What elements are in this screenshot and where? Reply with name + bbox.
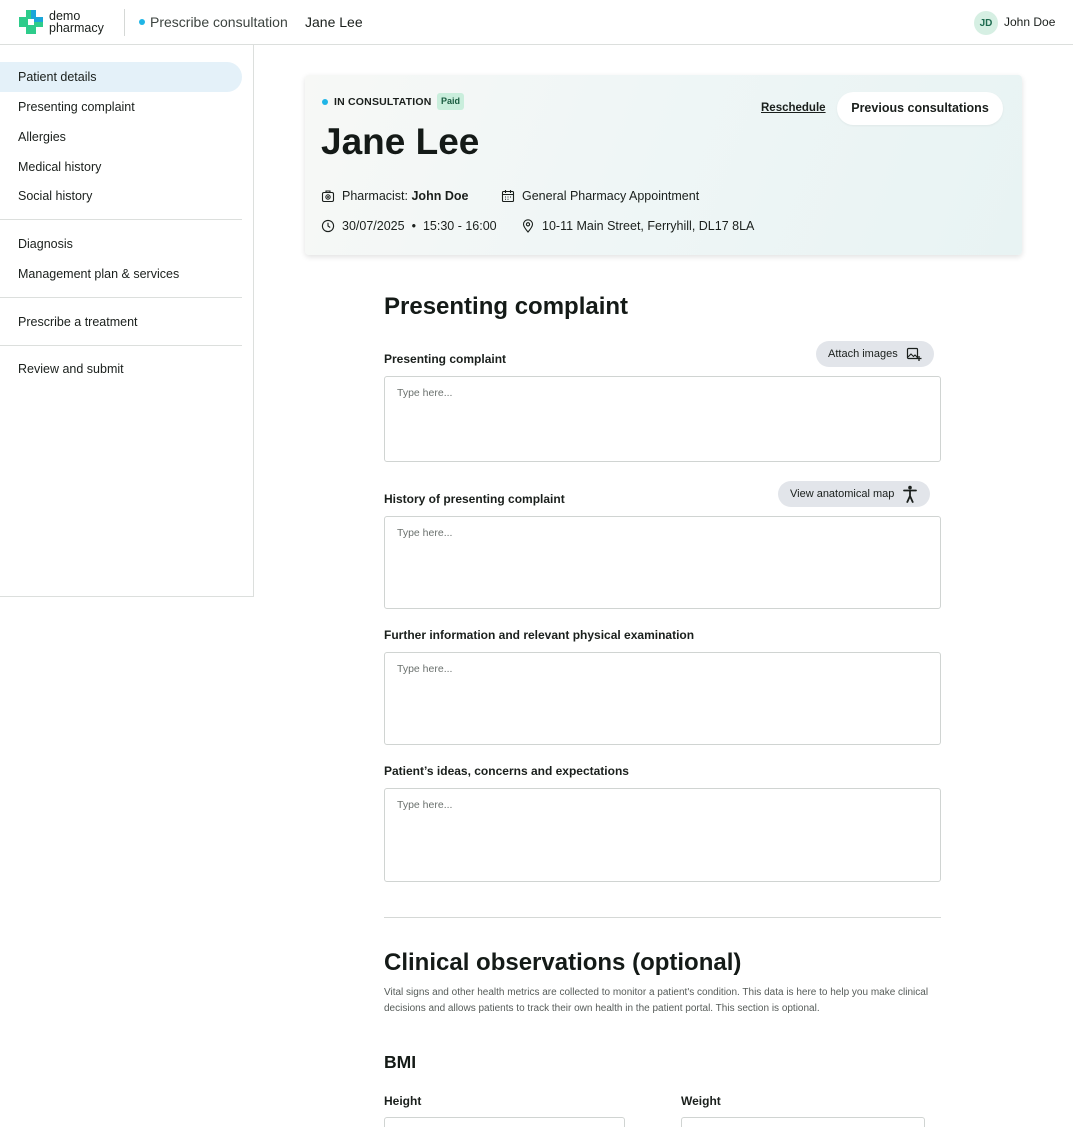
top-bar <box>0 0 1073 45</box>
clock-icon <box>321 219 335 233</box>
height-input[interactable] <box>384 1117 625 1127</box>
appointment-datetime <box>321 219 497 233</box>
calendar-icon <box>501 189 515 203</box>
attach-images-label: Attach images <box>828 348 898 360</box>
avatar[interactable]: JD <box>974 11 998 35</box>
weight-input[interactable] <box>681 1117 925 1127</box>
weight-label: Weight <box>681 1094 721 1108</box>
sidebar-divider <box>0 219 242 220</box>
status-dot-icon <box>139 19 145 25</box>
appointment-date: 30/07/2025 <box>342 219 405 233</box>
brand-line1: demo <box>49 9 81 23</box>
user-name[interactable]: John Doe <box>1004 15 1056 29</box>
sidebar-divider <box>0 297 242 298</box>
appointment-type-label: General Pharmacy Appointment <box>522 189 700 203</box>
address-text: 10-11 Main Street, Ferryhill, DL17 8LA <box>542 219 755 233</box>
further-info-input[interactable]: Type here... <box>384 652 941 745</box>
reschedule-link[interactable]: Reschedule <box>761 102 826 114</box>
field-label-history: History of presenting complaint <box>384 492 565 506</box>
section-title-presenting-complaint: Presenting complaint <box>384 293 629 320</box>
sidebar-item-patient-details[interactable]: Patient details <box>0 62 242 92</box>
clinical-observations-description: Vital signs and other health metrics are collected to monitor a patient's condition. This data is here to help you make clinical decisions and allows patients to track their own health in the patient portal. This section is optional. <box>384 987 929 1014</box>
appointment-time: 15:30 - 16:00 <box>422 219 497 233</box>
brand-wordmark <box>49 10 104 34</box>
previous-consultations-button[interactable]: Previous consultations <box>837 92 1003 125</box>
header-divider <box>124 9 125 36</box>
sidebar-item-management-plan[interactable]: Management plan & services <box>18 267 180 281</box>
appointment-address <box>521 219 754 233</box>
section-divider <box>384 917 941 918</box>
presenting-complaint-input[interactable]: Type here... <box>384 376 941 462</box>
field-label-ideas-concerns: Patient’s ideas, concerns and expectations <box>384 764 629 778</box>
location-pin-icon <box>521 219 535 233</box>
add-image-icon <box>906 346 922 362</box>
separator-bullet: • <box>411 219 416 233</box>
sidebar <box>0 45 254 597</box>
view-anatomical-map-button[interactable] <box>778 481 930 507</box>
bmi-title: BMI <box>384 1052 417 1072</box>
sidebar-divider <box>0 345 242 346</box>
medical-bag-icon <box>321 189 335 203</box>
sidebar-item-social-history[interactable]: Social history <box>18 189 93 203</box>
status-dot-icon <box>322 99 328 105</box>
brand-logo[interactable] <box>17 8 104 36</box>
consultation-status: IN CONSULTATION <box>334 96 432 108</box>
sidebar-item-presenting-complaint[interactable]: Presenting complaint <box>18 100 135 114</box>
field-label-further-info: Further information and relevant physical examination <box>384 628 695 642</box>
pharmacy-cross-logo-icon <box>17 8 45 36</box>
human-body-icon <box>902 485 918 503</box>
sidebar-item-review-submit[interactable]: Review and submit <box>18 362 124 376</box>
sidebar-item-diagnosis[interactable]: Diagnosis <box>18 237 73 251</box>
height-label: Height <box>384 1094 422 1108</box>
ideas-concerns-input[interactable]: Type here... <box>384 788 941 882</box>
sidebar-item-prescribe-treatment[interactable]: Prescribe a treatment <box>18 315 138 329</box>
brand-line2: pharmacy <box>49 21 104 35</box>
attach-images-button[interactable] <box>816 341 934 367</box>
sidebar-item-medical-history[interactable]: Medical history <box>18 160 102 174</box>
section-title-clinical-observations: Clinical observations (optional) <box>384 949 742 976</box>
sidebar-item-allergies[interactable]: Allergies <box>18 130 66 144</box>
field-label-presenting-complaint: Presenting complaint <box>384 352 507 366</box>
breadcrumb-section[interactable]: Prescribe consultation <box>150 14 288 30</box>
history-input[interactable]: Type here... <box>384 516 941 609</box>
view-anatomical-map-label: View anatomical map <box>790 488 895 500</box>
pharmacist-name: John Doe <box>411 189 469 203</box>
consultation-header-card <box>305 75 1022 255</box>
page-title: Jane Lee <box>321 121 480 162</box>
pharmacist-label: Pharmacist: <box>342 189 408 203</box>
pharmacist-info <box>321 189 468 203</box>
status-badge: Paid <box>437 93 464 110</box>
appointment-type <box>501 189 699 203</box>
breadcrumb-patient: Jane Lee <box>305 14 363 30</box>
